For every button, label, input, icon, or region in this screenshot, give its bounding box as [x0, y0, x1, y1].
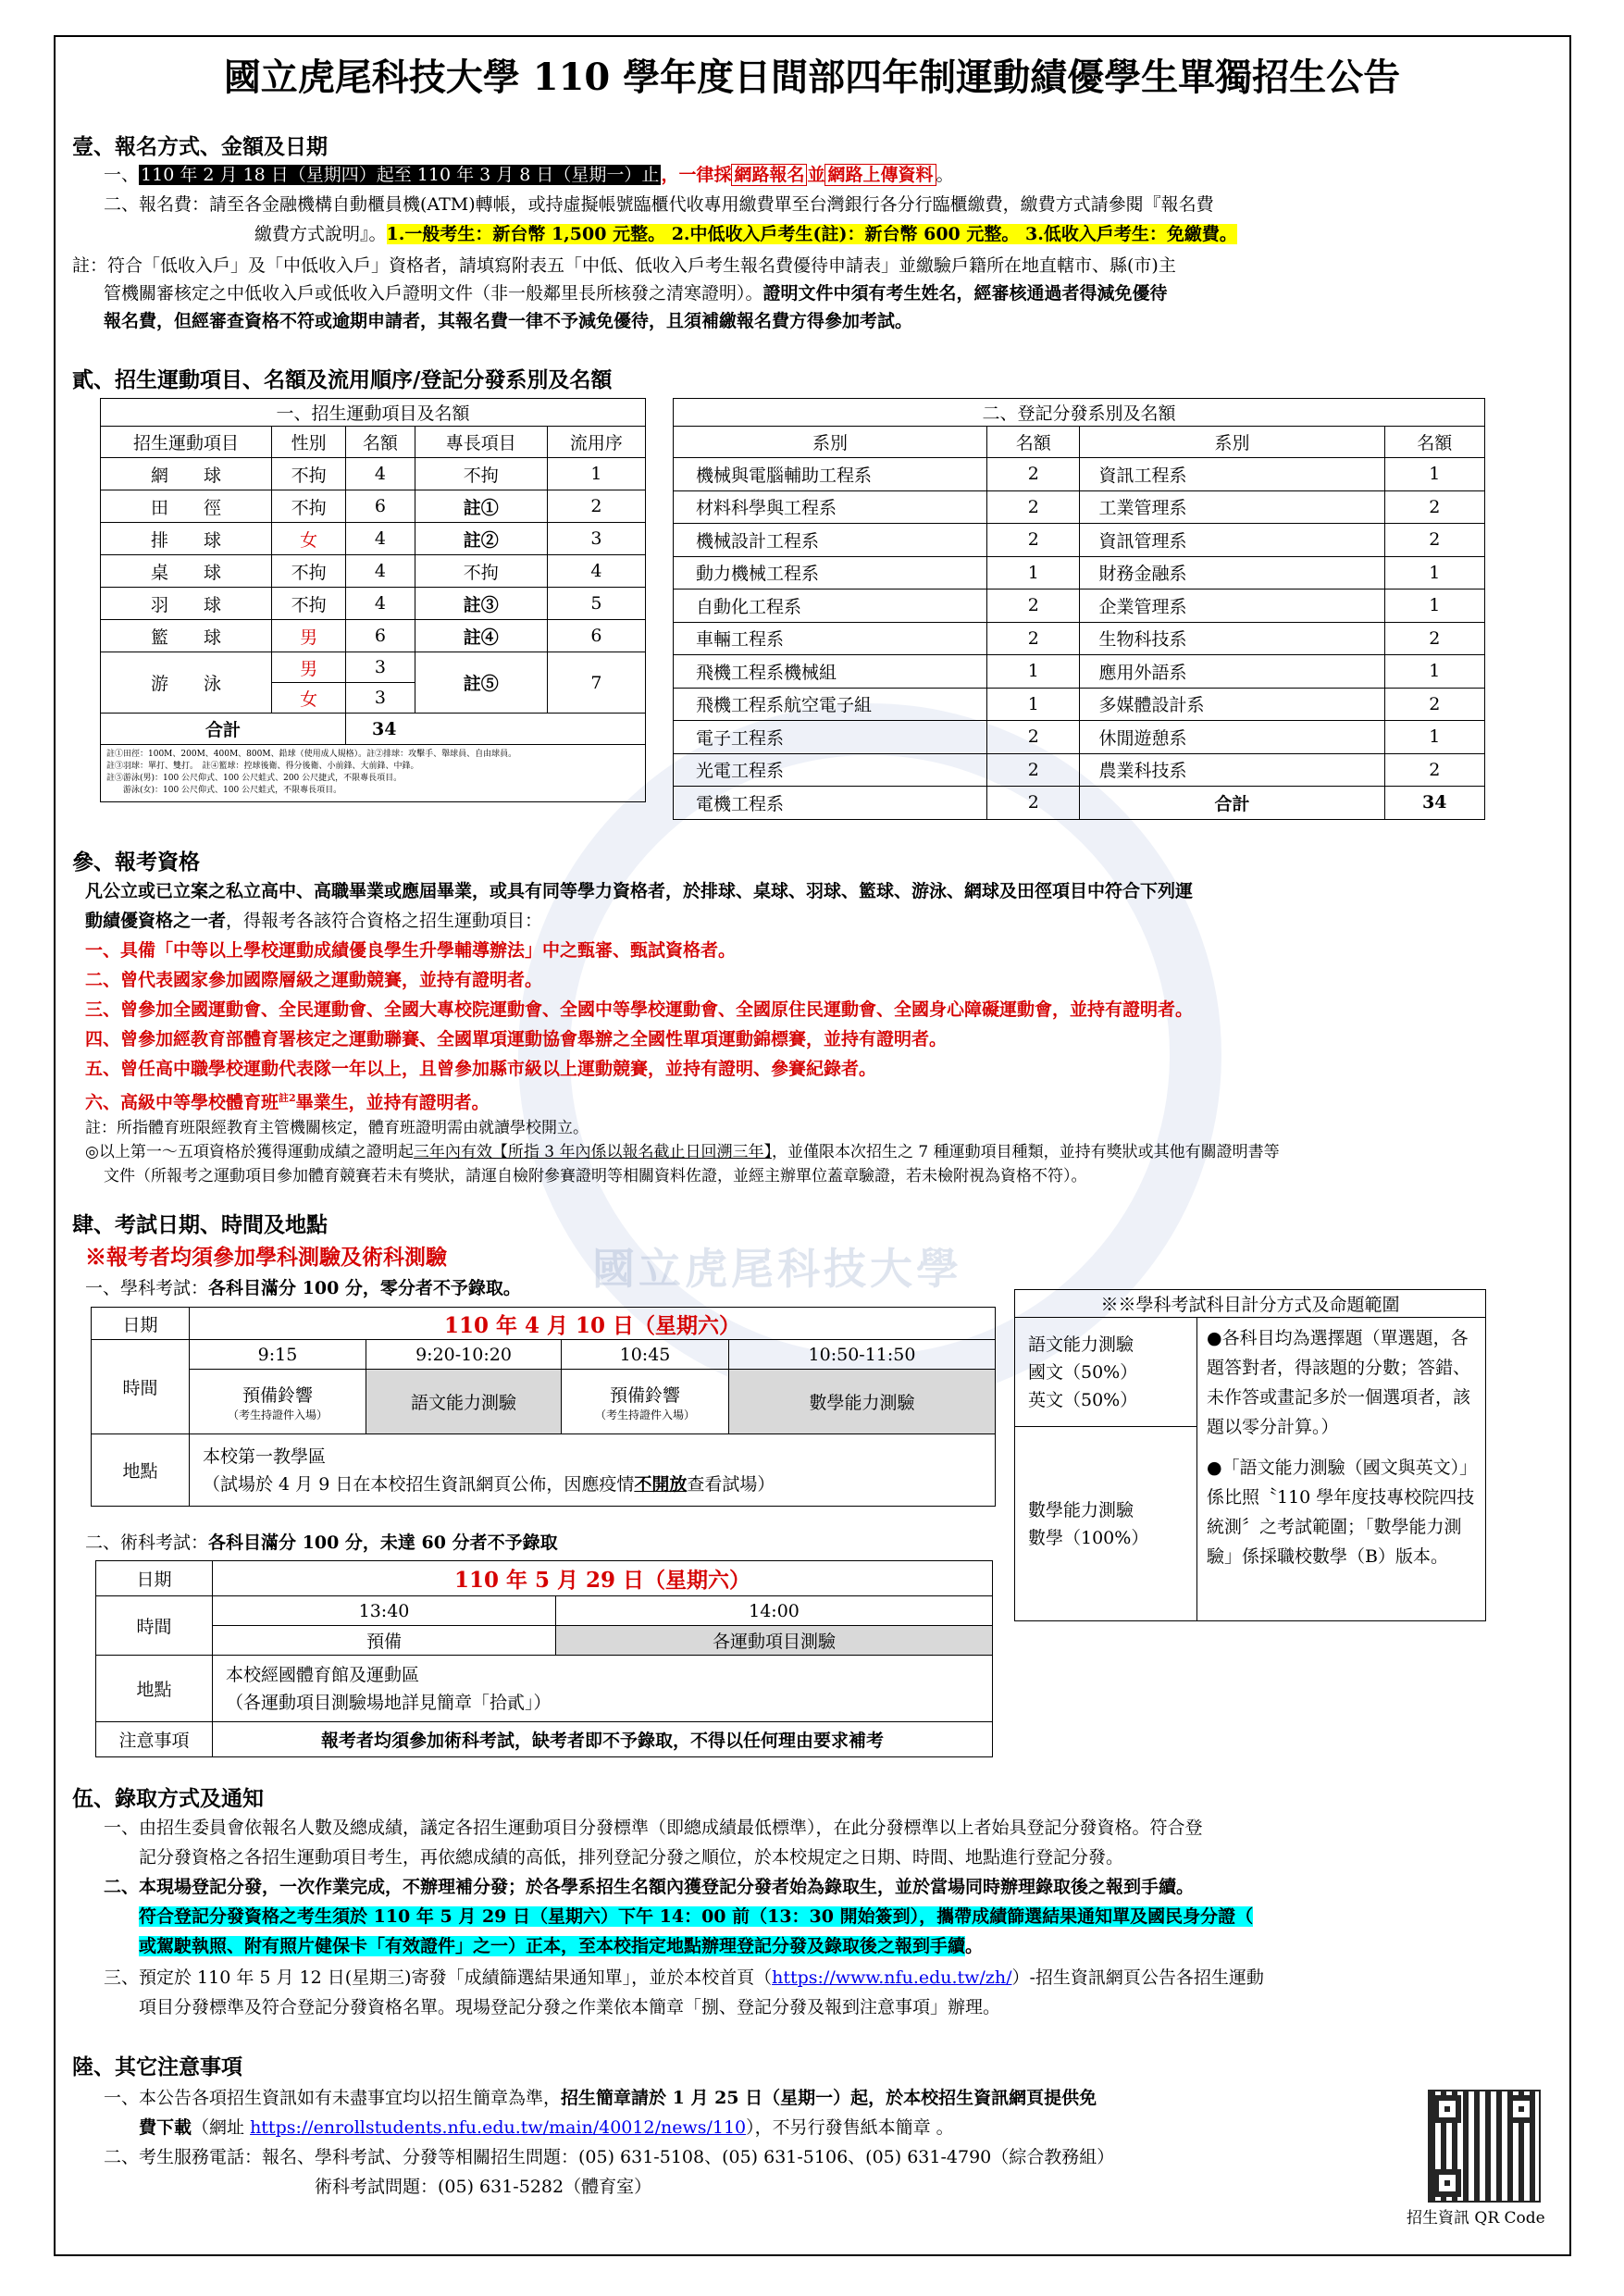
- weight-line: 英文（50%）: [1028, 1389, 1138, 1410]
- gender: 不拘: [272, 588, 346, 620]
- qr-finder: [1507, 2095, 1535, 2123]
- row-label: 注意事項: [96, 1722, 213, 1757]
- dept-quota: 1: [987, 655, 1080, 689]
- practical-exam-date: 110 年 5 月 29 日（星期六）: [213, 1561, 993, 1596]
- dept-quota: 1: [1384, 556, 1484, 590]
- scoring-rule: ●各科目均為選擇題（單選題，各題答對者，得該題的分數；答錯、未作答或畫記多於一個選項者，該題以零分計算。）: [1207, 1328, 1471, 1437]
- table-row: [674, 490, 1485, 524]
- qualification-item: 一、具備「中等以上學校運動成績優良學生升學輔導辦法」中之甄審、甄試資格者。: [85, 940, 737, 961]
- dept-quota: 2: [987, 590, 1080, 623]
- gender: 男: [272, 620, 346, 652]
- table-row: [674, 753, 1485, 787]
- weight-line: 語文能力測驗: [1028, 1334, 1134, 1355]
- bell-label: 預備鈴響: [242, 1384, 313, 1406]
- table-row: [674, 655, 1485, 689]
- time-slot: 14:00: [556, 1596, 993, 1626]
- table-row: [101, 458, 646, 490]
- written-exam-caption: 一、學科考試：各科目滿分 100 分，零分者不予錄取。: [85, 1278, 521, 1298]
- bell-cell: [190, 1370, 366, 1434]
- t2-header: 名額: [987, 427, 1080, 458]
- place-line: （試場於 4 月 9 日在本校招生資訊網頁公佈，因應疫情不開放查看試場）: [203, 1473, 775, 1495]
- s6-line2: 費下載（網址 https://enrollstudents.nfu.edu.tw/main/40012/news/110），不另行發售紙本簡章 。: [139, 2117, 954, 2138]
- dept-name: 光電工程系: [674, 753, 987, 787]
- specialty: 不拘: [415, 555, 547, 588]
- row-label: 日期: [92, 1308, 190, 1340]
- qr-finder: [1433, 2095, 1461, 2123]
- bell-note: （考生持證件入場）: [594, 1408, 695, 1421]
- sport-name: 羽 球: [101, 588, 272, 620]
- section-4-heading: 肆、考試日期、時間及地點: [72, 1212, 328, 1237]
- s5-line2: 二、本現場登記分發，一次作業完成，不辦理補分發；於各學系招生名額內獲登記分發者始為錄取生，並於當場同時辦理錄取後之報到手續。: [104, 1877, 1195, 1897]
- dept-quota: 2: [1384, 753, 1484, 787]
- note-line: 註⑤游泳(男)：100 公尺仰式、100 公尺蛙式、200 公尺捷式，不限專長項目。: [106, 774, 403, 783]
- dept-name: 休閒遊憩系: [1080, 721, 1384, 754]
- s1-note2: 管機關審核定之中低收入戶或低收入戶證明文件（非一般鄰里長所核發之清寒證明）。證明文件中須有考生姓名，經審核通過者得減免優待: [104, 283, 1168, 304]
- dept-quota: 1: [1384, 590, 1484, 623]
- order: 5: [547, 588, 645, 620]
- specialty: 不拘: [415, 458, 547, 490]
- order: 6: [547, 620, 645, 652]
- page-title: 國立虎尾科技大學 110 學年度日間部四年制運動績優學生單獨招生公告: [223, 56, 1401, 99]
- dept-name: 動力機械工程系: [674, 556, 987, 590]
- dept-quota: 2: [1384, 622, 1484, 655]
- quota: 4: [346, 458, 415, 490]
- dept-name: 機械設計工程系: [674, 524, 987, 557]
- nfu-homepage-link[interactable]: https://www.nfu.edu.tw/zh/: [772, 1967, 1012, 1988]
- time-slot: 9:20-10:20: [366, 1340, 562, 1370]
- time-slot: 10:50-11:50: [729, 1340, 996, 1370]
- section-2-heading: 貳、招生運動項目、名額及流用順序/登記分發系別及名額: [72, 367, 613, 392]
- t2-header: 系別: [674, 427, 987, 458]
- order: 3: [547, 523, 645, 555]
- table-row: [674, 590, 1485, 623]
- order: 2: [547, 490, 645, 523]
- qualification-item: 四、曾參加經教育部體育署核定之運動聯賽、全國單項運動協會舉辦之全國性單項運動錦標賽，並持有證明者。: [85, 1029, 948, 1049]
- dept-name: 應用外語系: [1080, 655, 1384, 689]
- s5-line1b: 記分發資格之各招生運動項目考生，再依總成績的高低，排列登記分發之順位，於本校規定之日期、時間、地點進行登記分發。: [139, 1847, 1124, 1868]
- total-value: 34: [346, 714, 646, 745]
- weight-line: 數學（100%）: [1028, 1527, 1149, 1548]
- dept-quota: 1: [987, 556, 1080, 590]
- table-row: [674, 721, 1485, 754]
- table-total-row: [674, 787, 1485, 820]
- s1-line2b: 繳費方式說明』。1.一般考生：新台幣 1,500 元整。 2.中低收入戶考生(註)：新台幣 600 元整。 3.低收入戶考生：免繳費。: [254, 224, 1237, 244]
- specialty: 註①: [415, 490, 547, 523]
- quota: 4: [346, 588, 415, 620]
- math-test-weights: [1015, 1427, 1197, 1621]
- activity-cell: 預備: [213, 1626, 556, 1656]
- dept-name: 多媒體設計系: [1080, 688, 1384, 721]
- dept-name: 企業管理系: [1080, 590, 1384, 623]
- row-label: 地點: [92, 1434, 190, 1507]
- s6-line1: 一、本公告各項招生資訊如有未盡事宜均以招生簡章為準，招生簡章請於 1 月 25 日（星期一）起，於本校招生資訊網頁提供免: [104, 2088, 1097, 2108]
- t1-caption: 一、招生運動項目及名額: [101, 399, 646, 427]
- watermark-text: 國立虎尾科技大學: [592, 1244, 962, 1294]
- quota: 3: [346, 652, 415, 683]
- specialty: 註②: [415, 523, 547, 555]
- scoring-rule: ●「語文能力測驗（國文與英文）」係比照〝110 學年度技專校院四技統測〞之考試範圍；「數學能力測驗」係採職校數學（B）版本。: [1207, 1458, 1475, 1567]
- total-value: 34: [1384, 787, 1484, 820]
- section-3-heading: 參、報考資格: [72, 850, 200, 875]
- scoring-table: [1014, 1289, 1486, 1621]
- order: 1: [547, 458, 645, 490]
- s3-note3: 文件（所報考之運動項目參加體育競賽若未有獎狀，請運自檢附參賽證明等相關資料佐證，並經主辦單位蓋章驗證，若未檢附視為資格不符）。: [104, 1167, 1087, 1185]
- s5-line5: 三、預定於 110 年 5 月 12 日(星期三)寄發「成績篩選結果通知單」，並於本校首頁（https://www.nfu.edu.tw/zh/）-招生資訊網頁公告各招生運動: [104, 1967, 1264, 1988]
- qr-finder: [1433, 2169, 1461, 2197]
- s6-line3: 二、考生服務電話：報名、學科考試、分發等相關招生問題：(05) 631-5108、(05) 631-5106、(05) 631-4790（綜合教務組）: [104, 2147, 1115, 2167]
- activity-cell: 各運動項目測驗: [556, 1626, 993, 1656]
- subject-cell: 語文能力測驗: [366, 1370, 562, 1434]
- department-quota-table: [673, 398, 1485, 820]
- table-row: [101, 555, 646, 588]
- quota: 6: [346, 490, 415, 523]
- table-row: [101, 490, 646, 523]
- total-label: 合計: [1080, 787, 1384, 820]
- gender: 不拘: [272, 490, 346, 523]
- specialty: 註④: [415, 620, 547, 652]
- dept-quota: 2: [987, 787, 1080, 820]
- s3-note2: ◎以上第一～五項資格於獲得運動成績之證明起三年內有效【所指 3 年內係以報名截止日回溯三年】，並僅限本次招生之 7 種運動項目種類，並持有獎狀或其他有關證明書等: [85, 1143, 1280, 1161]
- practical-exam-note: 報考者均須參加術科考試，缺考者即不予錄取，不得以任何理由要求補考: [213, 1722, 993, 1757]
- sport-name: 籃 球: [101, 620, 272, 652]
- row-label: 地點: [96, 1656, 213, 1722]
- weight-line: 國文（50%）: [1028, 1361, 1138, 1383]
- quota: 3: [346, 683, 415, 714]
- s5-line4: 或駕駛執照、附有照片健保卡「有效證件」之一）正本，至本校指定地點辦理登記分發及錄取後之報到手續。: [139, 1936, 984, 1956]
- quota: 6: [346, 620, 415, 652]
- written-exam-place: [190, 1434, 996, 1507]
- gender: 不拘: [272, 555, 346, 588]
- dept-quota: 2: [987, 490, 1080, 524]
- t1-header: 專長項目: [415, 427, 547, 458]
- dept-quota: 2: [987, 753, 1080, 787]
- dept-quota: 1: [1384, 655, 1484, 689]
- t2-header: 名額: [1384, 427, 1484, 458]
- dept-quota: 1: [987, 688, 1080, 721]
- scoring-caption: ※※學科考試科目計分方式及命題範圍: [1015, 1290, 1486, 1318]
- practical-exam-place: [213, 1656, 993, 1722]
- sport-name: 田 徑: [101, 490, 272, 523]
- dept-quota: 2: [987, 721, 1080, 754]
- time-slot: 10:45: [562, 1340, 729, 1370]
- dept-name: 自動化工程系: [674, 590, 987, 623]
- table-row: [101, 523, 646, 555]
- s1-line2a: 二、報名費：請至各金融機構自動櫃員機(ATM)轉帳，或持虛擬帳號臨櫃代收專用繳費單至台灣銀行各分行臨櫃繳費，繳費方式請參閱『報名費: [104, 194, 1214, 215]
- qualification-item: 三、曾參加全國運動會、全民運動會、全國大專校院運動會、全國中等學校運動會、全國原住民運動會、全國身心障礙運動會，並持有證明者。: [85, 999, 1194, 1020]
- language-test-weights: [1015, 1318, 1197, 1427]
- table-row: [101, 620, 646, 652]
- dept-name: 材料科學與工程系: [674, 490, 987, 524]
- sport-name: 游 泳: [101, 652, 272, 714]
- bell-cell: [562, 1370, 729, 1434]
- t2-header: 系別: [1080, 427, 1384, 458]
- s1-note1: 註：符合「低收入戶」及「中低收入戶」資格者，請填寫附表五「中低、低收入戶考生報名費優待申請表」並繳驗戶籍所在地直轄市、縣(市)主: [72, 255, 1176, 276]
- note-line: 註③羽球：單打、雙打。 註④籃球：控球後衛、得分後衛、小前鋒、大前鋒、中鋒。: [106, 762, 419, 771]
- row-label: 時間: [92, 1340, 190, 1434]
- t1-header: 流用序: [547, 427, 645, 458]
- dept-name: 電子工程系: [674, 721, 987, 754]
- gender: 女: [272, 523, 346, 555]
- row-label: 日期: [96, 1561, 213, 1596]
- written-exam-date: 110 年 4 月 10 日（星期六）: [190, 1308, 996, 1340]
- t1-header: 性別: [272, 427, 346, 458]
- bell-label: 預備鈴響: [609, 1384, 680, 1406]
- dept-quota: 2: [1384, 688, 1484, 721]
- s1-note3: 報名費，但經審查資格不符或逾期申請者，其報名費一律不予減免優待，且須補繳報名費方得參加考試。: [104, 311, 913, 331]
- s5-line6: 項目分發標準及符合登記分發資格名單。現場登記分發之作業依本簡章「捌、登記分發及報到注意事項」辦理。: [139, 1997, 1001, 2017]
- quota: 4: [346, 523, 415, 555]
- dept-name: 飛機工程系航空電子組: [674, 688, 987, 721]
- dept-name: 機械與電腦輔助工程系: [674, 458, 987, 491]
- t2-caption: 二、登記分發系別及名額: [674, 399, 1485, 427]
- dept-quota: 2: [1384, 524, 1484, 557]
- s3-intro1: 凡公立或已立案之私立高中、高職畢業或應屆畢業，或具有同等學力資格者，於排球、桌球、羽球、籃球、游泳、網球及田徑項目中符合下列運: [85, 881, 1194, 901]
- gender: 不拘: [272, 458, 346, 490]
- section-6-heading: 陸、其它注意事項: [72, 2054, 242, 2079]
- dept-name: 農業科技系: [1080, 753, 1384, 787]
- qualification-item: 五、曾任高中職學校運動代表隊一年以上，且曾參加縣市級以上運動競賽，並持有證明、參賽紀錄者。: [85, 1059, 877, 1079]
- place-line: （各運動項目測驗場地詳見簡章「拾貳」）: [226, 1692, 552, 1713]
- qr-code-label: 招生資訊 QR Code: [1407, 2209, 1545, 2228]
- dept-name: 車輛工程系: [674, 622, 987, 655]
- qualification-item: 六、高級中等學校體育班$^{註2}$畢業生，並持有證明者。: [85, 1092, 490, 1113]
- scoring-rules: [1197, 1318, 1486, 1621]
- t1-header: 名額: [346, 427, 415, 458]
- fee-list: 1.一般考生：新台幣 1,500 元整。 2.中低收入戶考生(註)：新台幣 600 元整。 3.低收入戶考生：免繳費。: [386, 224, 1237, 244]
- time-slot: 13:40: [213, 1596, 556, 1626]
- order: 7: [547, 652, 645, 714]
- note-line: 游泳(女)：100 公尺仰式、100 公尺蛙式，不限專長項目。: [106, 786, 342, 795]
- table-row: [674, 688, 1485, 721]
- dept-name: 工業管理系: [1080, 490, 1384, 524]
- qualification-item: 二、曾代表國家參加國際層級之運動競賽，並持有證明者。: [85, 970, 543, 990]
- time-slot: 9:15: [190, 1340, 366, 1370]
- dept-quota: 2: [1384, 490, 1484, 524]
- specialty: 註⑤: [415, 652, 547, 714]
- bell-note: （考生持證件入場）: [227, 1408, 328, 1421]
- row-label: 時間: [96, 1596, 213, 1656]
- subject-cell: 數學能力測驗: [729, 1370, 996, 1434]
- dept-name: 財務金融系: [1080, 556, 1384, 590]
- dept-name: 資訊工程系: [1080, 458, 1384, 491]
- specialty: 註③: [415, 588, 547, 620]
- dept-quota: 1: [1384, 458, 1484, 491]
- sport-name: 網 球: [101, 458, 272, 490]
- s3-intro2: 動績優資格之一者，得報考各該符合資格之招生運動項目：: [85, 911, 543, 931]
- t1-header: 招生運動項目: [101, 427, 272, 458]
- table-total-row: [101, 714, 646, 745]
- s3-note: 註：所指體育班限經教育主管機關核定，體育班證明需由就讀學校開立。: [85, 1119, 589, 1137]
- dept-name: 飛機工程系機械組: [674, 655, 987, 689]
- place-line: 本校第一教學區: [203, 1446, 327, 1467]
- dept-quota: 2: [987, 622, 1080, 655]
- table-row: [674, 556, 1485, 590]
- table-row: [101, 588, 646, 620]
- table-row: [674, 458, 1485, 491]
- s1-line1: 一、 110 年 2 月 18 日（星期四）起至 110 年 3 月 8 日（星期一）止 ，一律採 網路報名 並 網路上傳資料 。: [104, 165, 954, 185]
- dept-name: 生物科技系: [1080, 622, 1384, 655]
- enrollment-news-link[interactable]: https://enrollstudents.nfu.edu.tw/main/40012/news/110: [250, 2117, 747, 2138]
- s6-line4: 術科考試問題：(05) 631-5282（體育室）: [315, 2177, 652, 2197]
- note-line: 註①田徑：100M、200M、400M、800M、鉛球（使用成人規格）。註②排球：攻擊手、舉球員、自由球員。: [106, 750, 517, 759]
- dept-quota: 1: [1384, 721, 1484, 754]
- weight-line: 數學能力測驗: [1028, 1499, 1134, 1520]
- practical-exam-caption: 二、術科考試：各科目滿分 100 分，未達 60 分者不予錄取: [85, 1533, 558, 1553]
- practical-exam-table: [95, 1560, 993, 1757]
- dept-name: 資訊管理系: [1080, 524, 1384, 557]
- qr-code[interactable]: [1428, 2090, 1541, 2203]
- table-row: [101, 652, 646, 683]
- sport-name: 排 球: [101, 523, 272, 555]
- place-line: 本校經國體育館及運動區: [226, 1664, 420, 1685]
- dept-quota: 2: [987, 524, 1080, 557]
- dept-name: 電機工程系: [674, 787, 987, 820]
- section-5-heading: 伍、錄取方式及通知: [72, 1786, 264, 1811]
- table-row: [674, 524, 1485, 557]
- total-label: 合計: [101, 714, 346, 745]
- sport-name: 桌 球: [101, 555, 272, 588]
- dept-quota: 2: [987, 458, 1080, 491]
- table-row: [674, 622, 1485, 655]
- written-exam-table: [91, 1307, 996, 1507]
- sports-notes: [101, 745, 646, 802]
- quota: 4: [346, 555, 415, 588]
- must-attend-notice: ※報考者均須參加學科測驗及術科測驗: [85, 1245, 447, 1270]
- gender: 男: [272, 652, 346, 683]
- gender: 女: [272, 683, 346, 714]
- section-1-heading: 壹、報名方式、金額及日期: [72, 134, 328, 159]
- s5-line1a: 一、由招生委員會依報名人數及總成績，議定各招生運動項目分發標準（即總成績最低標準），在此分發標準以上者始具登記分發資格。符合登: [104, 1818, 1203, 1838]
- sports-quota-table: [100, 398, 646, 802]
- order: 4: [547, 555, 645, 588]
- s5-line3: 符合登記分發資格之考生須於 110 年 5 月 29 日（星期六）下午 14：00 前（13：30 開始簽到），攜帶成績篩選結果通知單及國民身分證（: [139, 1906, 1254, 1927]
